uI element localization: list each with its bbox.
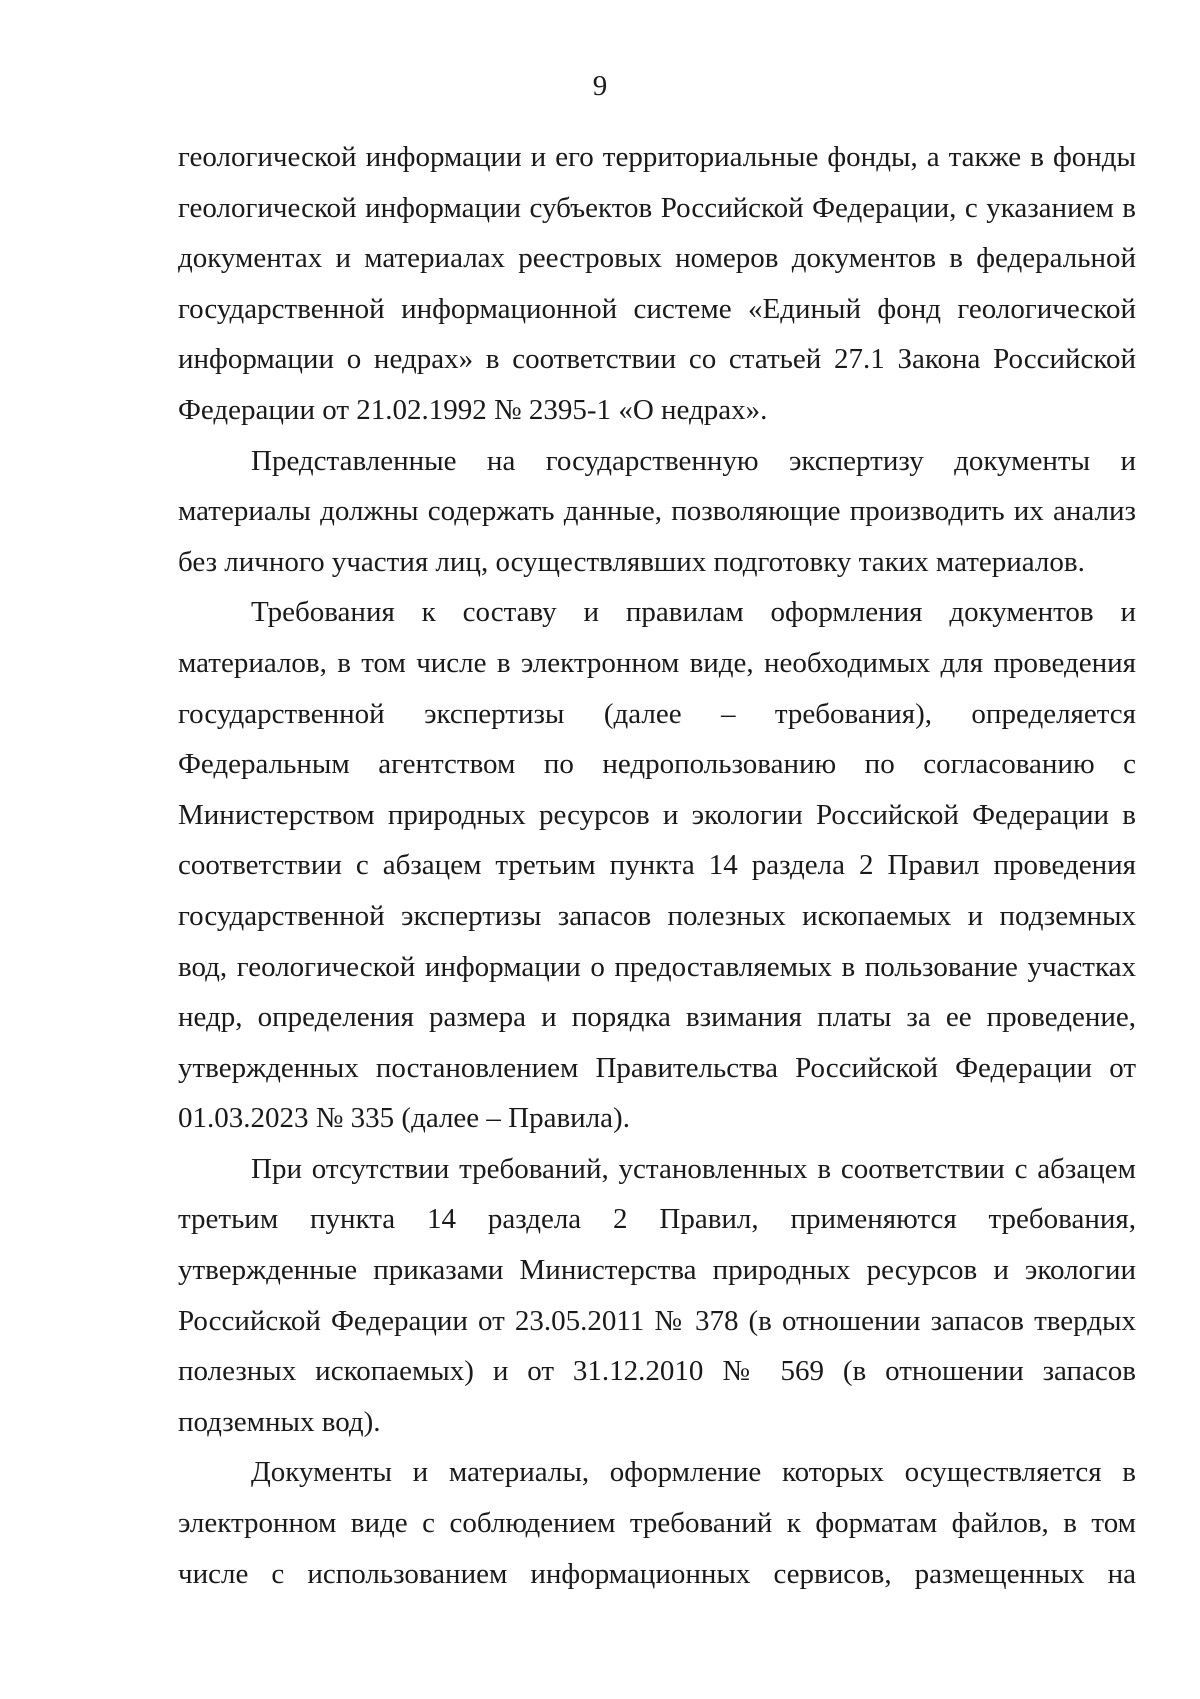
paragraph-continued: геологической информации и его территориальные фонды, а также в фонды геологической информации субъектов Российской Федерации, с указанием в документах и материалах реестровых номеров документов в федеральной государственной информационной системе «Единый фонд геологической информации о недрах» в соответствии со статьей 27.1 Закона Российской Федерации от 21.02.1992 № 2395-1 «О недрах». bbox=[178, 141, 1136, 426]
paragraph: Представленные на государственную экспертизу документы и материалы должны содержать данные, позволяющие производить их анализ без личного участия лиц, осуществлявших подготовку таких материалов. bbox=[178, 444, 1136, 578]
paragraph: Требования к составу и правилам оформления документов и материалов, в том числе в электронном виде, необходимых для проведения государственной экспертизы (далее – требования), определяется Федеральным агентством по недропользованию по согласованию с Министерством природных ресурсов и экологии Российской Федерации в соответствии с абзацем третьим пункта 14 раздела 2 Правил проведения государственной экспертизы запасов полезных ископаемых и подземных вод, геологической информации о предоставляемых в пользование участках недр, определения размера и порядка взимания платы за ее проведение, утвержденных постановлением Правительства Российской Федерации от 01.03.2023 № 335 (далее – Правила). bbox=[178, 596, 1136, 1135]
paragraph: При отсутствии требований, установленных в соответствии с абзацем третьим пункта 14 раздела 2 Правил, применяются требования, утвержденные приказами Министерства природных ресурсов и экологии Российской Федерации от 23.05.2011 № 378 (в отношении запасов твердых полезных ископаемых) и от 31.12.2010 № 569 (в отношении запасов подземных вод). bbox=[178, 1152, 1136, 1438]
document-body bbox=[178, 132, 1136, 1599]
page-number: 9 bbox=[592, 70, 608, 102]
paragraph-continues: Документы и материалы, оформление которых осуществляется в электронном виде с соблюдением требований к форматам файлов, в том числе с использованием информационных сервисов, размещенных на bbox=[178, 1456, 1136, 1590]
